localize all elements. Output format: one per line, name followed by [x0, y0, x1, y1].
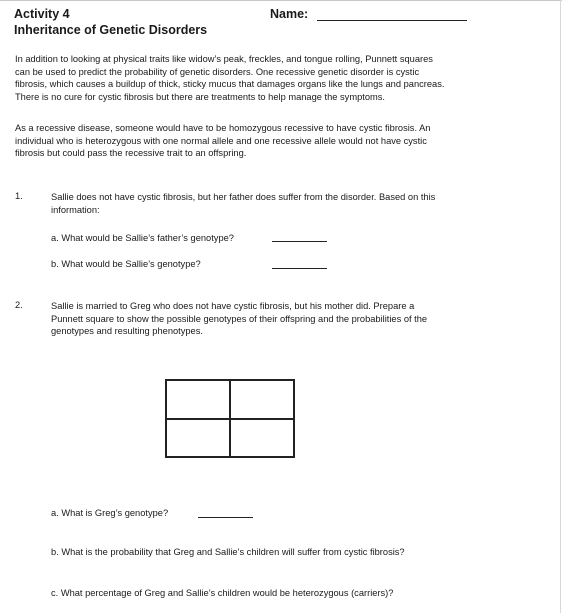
question-1-text: [51, 191, 491, 216]
worksheet-title: Inheritance of Genetic Disorders: [14, 23, 208, 37]
punnett-cell[interactable]: [166, 380, 230, 419]
answer-1a-line[interactable]: [272, 241, 327, 242]
activity-label: Activity 4: [14, 7, 70, 21]
question-2-text: [51, 300, 491, 338]
intro-paragraph-2: [15, 122, 550, 160]
punnett-cell[interactable]: [230, 419, 294, 458]
name-label: Name:: [270, 7, 309, 21]
question-1a: a. What would be Sallie’s father’s genotype?: [51, 233, 234, 243]
intro-paragraph-1: [15, 53, 550, 103]
page-top-border: [0, 0, 562, 1]
question-2b: b. What is the probability that Greg and Sallie’s children will suffer from cystic fibrosis?: [51, 547, 405, 557]
intro-line: fibrosis, which causes a buildup of thick, sticky mucus that damages organs like the lungs and pancreas.: [15, 79, 445, 89]
answer-1b-line[interactable]: [272, 268, 327, 269]
name-field-line[interactable]: [317, 20, 467, 21]
intro-line: There is no cure for cystic fibrosis but there are treatments to help manage the symptoms.: [15, 91, 385, 102]
intro-line: In addition to looking at physical traits like widow’s peak, freckles, and tongue rolling, Punnett squares: [15, 54, 433, 64]
question-line: information:: [51, 204, 100, 215]
answer-2a-line[interactable]: [198, 517, 253, 518]
intro-line: As a recessive disease, someone would have to be homozygous recessive to have cystic fibrosis. An: [15, 123, 431, 133]
intro-line: fibrosis but could pass the recessive trait to an offspring.: [15, 148, 247, 158]
question-2a: a. What is Greg’s genotype?: [51, 508, 169, 518]
intro-line: can be used to predict the probability of genetic disorders. One recessive genetic disorder is cystic: [15, 66, 420, 77]
question-line: Punnett square to show the possible genotypes of their offspring and the probabilities of the: [51, 313, 428, 324]
intro-line: individual who is heterozygous with one normal allele and one recessive allele would not have cystic: [15, 135, 427, 146]
question-line: Sallie is married to Greg who does not have cystic fibrosis, but his mother did. Prepare a: [51, 301, 415, 311]
question-line: Sallie does not have cystic fibrosis, but her father does suffer from the disorder. Based on this: [51, 192, 436, 202]
punnett-cell[interactable]: [230, 380, 294, 419]
punnett-cell[interactable]: [166, 419, 230, 458]
page-right-border: [560, 0, 561, 613]
question-1b: b. What would be Sallie’s genotype?: [51, 259, 201, 269]
question-2c: c. What percentage of Greg and Sallie’s children would be heterozygous (carriers)?: [51, 588, 394, 598]
punnett-square: [165, 379, 295, 458]
question-1-number: 1.: [15, 191, 23, 201]
question-2-number: 2.: [15, 300, 23, 310]
question-line: genotypes and resulting phenotypes.: [51, 326, 203, 336]
